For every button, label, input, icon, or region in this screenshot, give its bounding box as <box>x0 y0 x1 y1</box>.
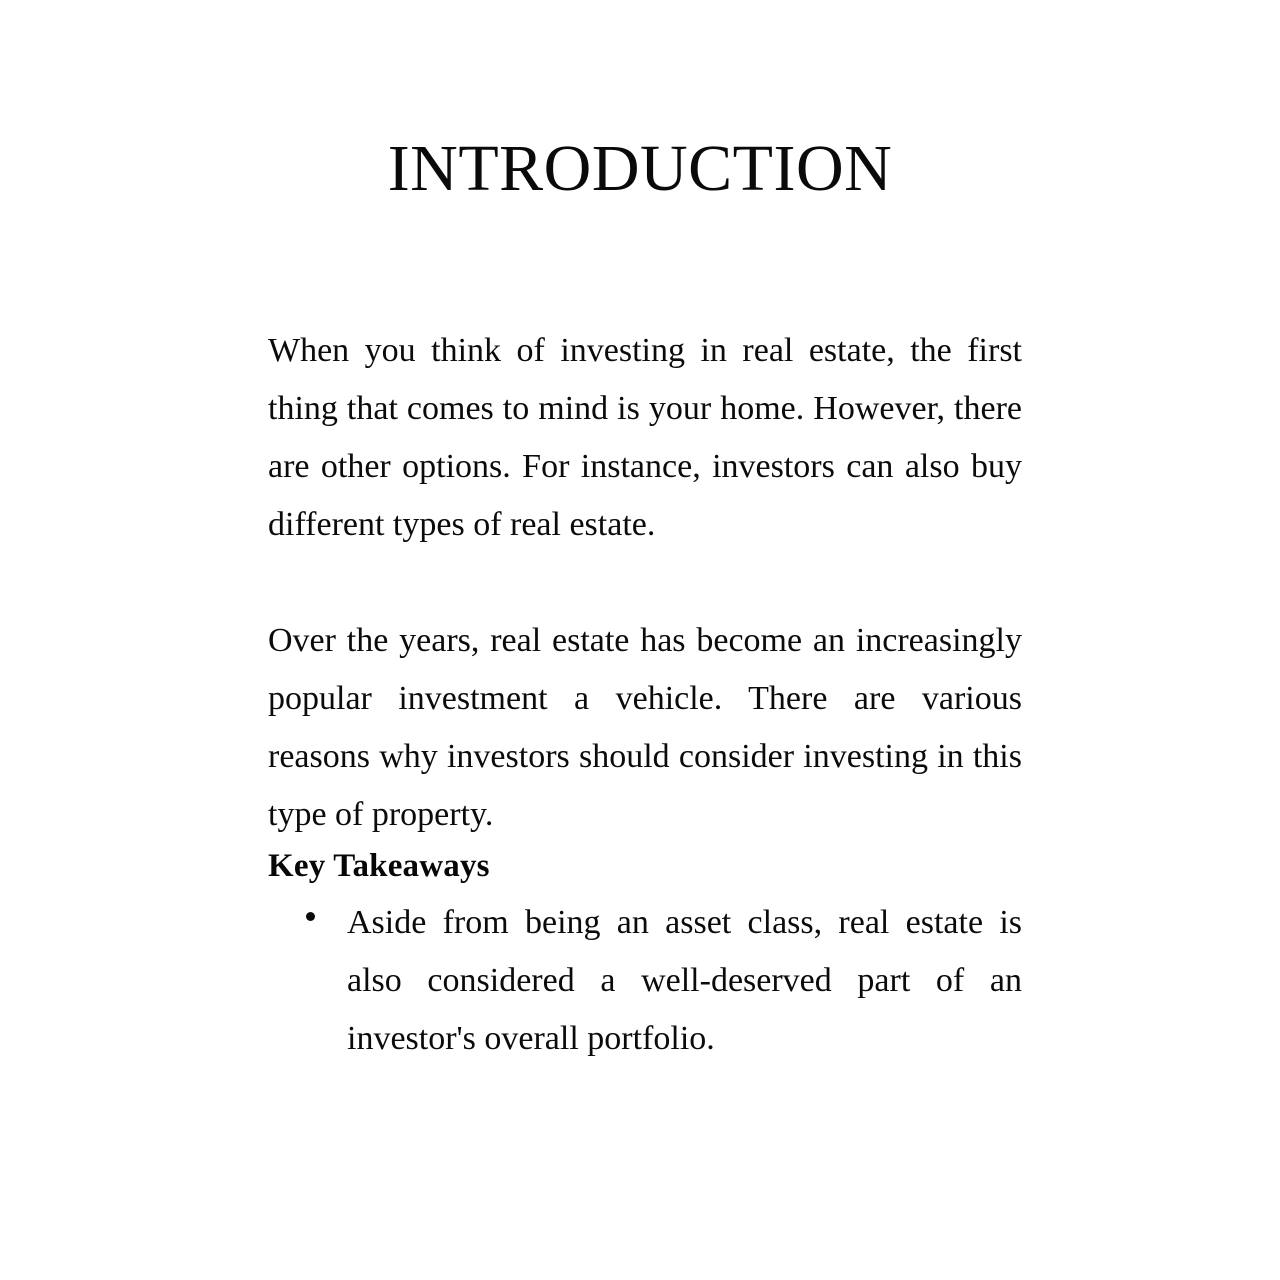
list-item <box>268 894 1022 1068</box>
section-heading-key-takeaways: Key Takeaways <box>268 848 490 884</box>
bullet-dot-icon <box>306 912 315 921</box>
body-paragraph-2: Over the years, real estate has become an increasingly popular investment a vehicle. There are various reasons why investors should consider investing in this type of property. <box>268 622 1022 833</box>
key-takeaways-list <box>268 894 1022 1068</box>
list-item-text: Aside from being an asset class, real estate is also considered a well-deserved part of an investor's overall portfolio. <box>347 904 1022 1057</box>
body-paragraph-1: When you think of investing in real estate, the first thing that comes to mind is your home. However, there are other options. For instance, investors can also buy different types of real estate. <box>268 332 1022 543</box>
page-title: INTRODUCTION <box>387 132 893 206</box>
document-body <box>268 322 1022 1068</box>
